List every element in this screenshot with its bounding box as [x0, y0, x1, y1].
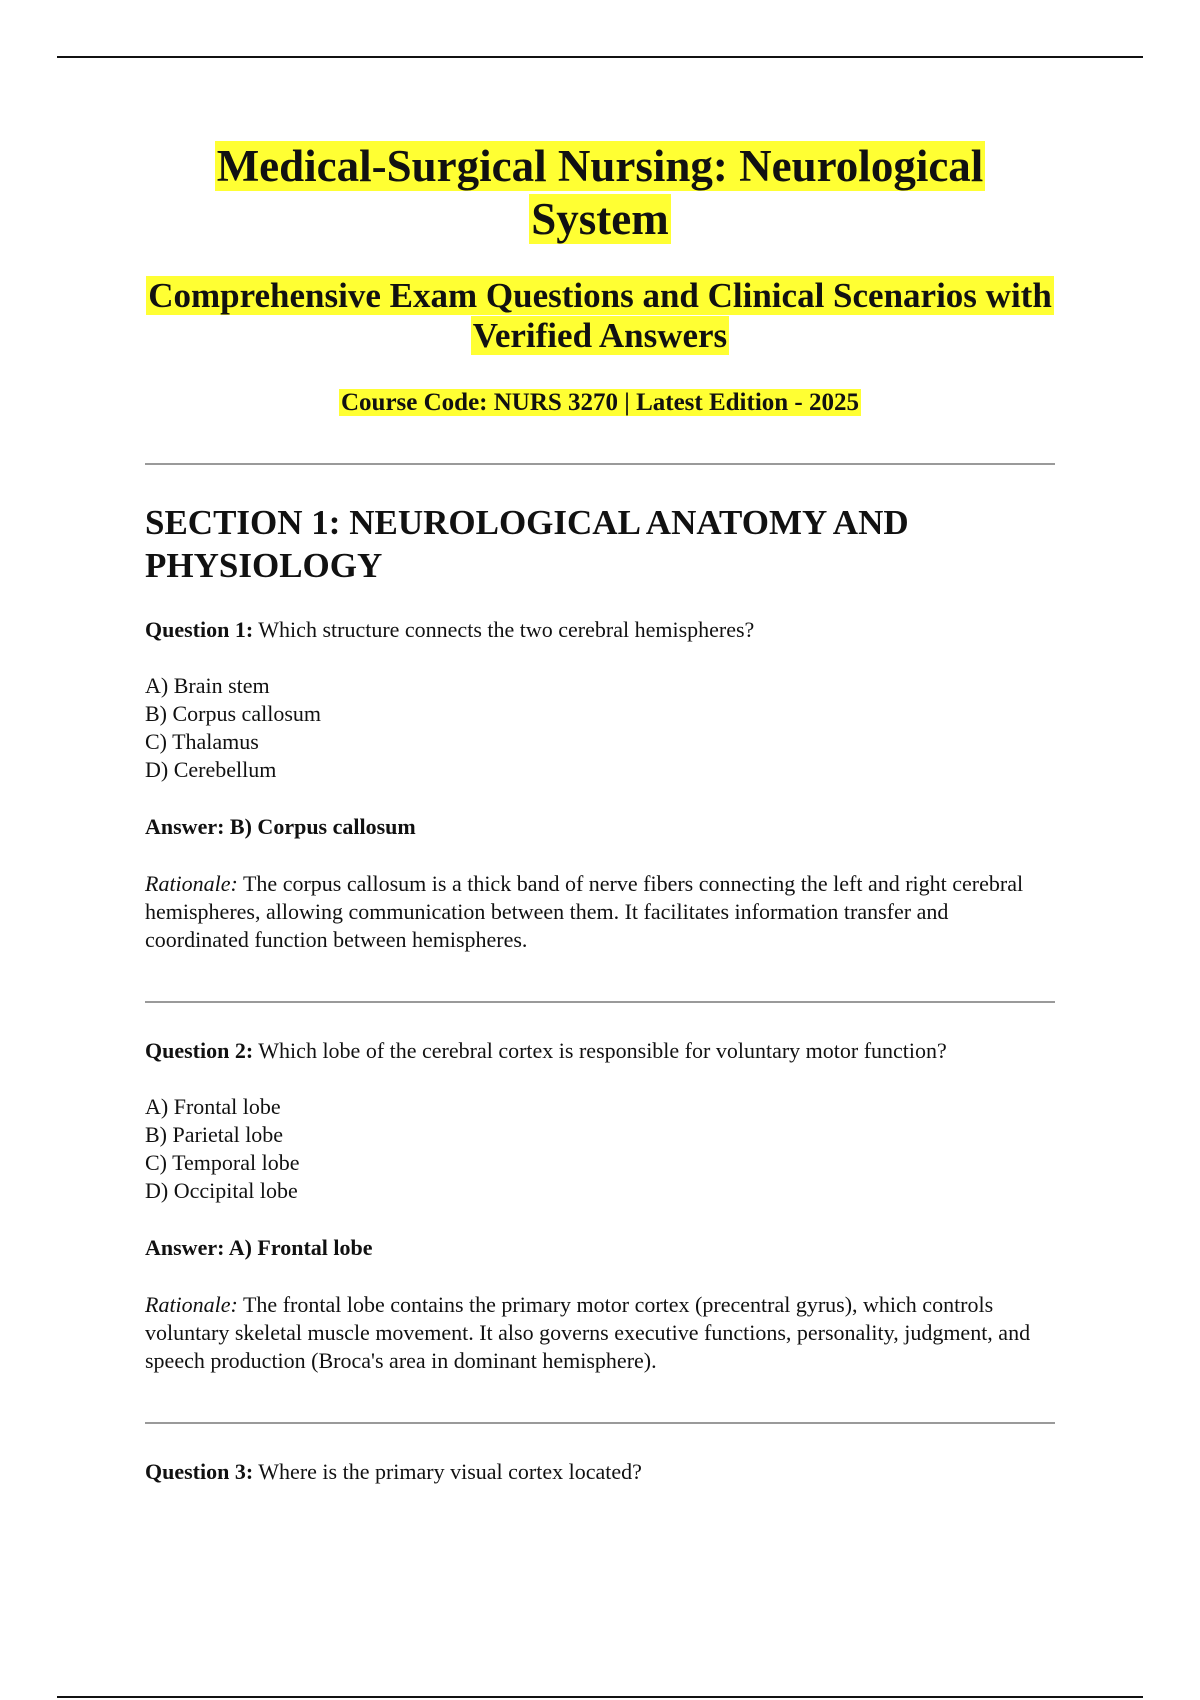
question-2-rationale: [145, 1291, 1055, 1375]
rationale-label: Rationale:: [145, 1292, 238, 1317]
question-block-2: [145, 1037, 1055, 1424]
page-bottom-rule: [57, 1696, 1143, 1698]
document-subtitle-text: Comprehensive Exam Questions and Clinical Scenarios with Verified Answers: [148, 276, 1052, 355]
question-block-1: [145, 616, 1055, 1003]
question-2-answer: Answer: A) Frontal lobe: [145, 1235, 373, 1260]
question-1-options: [145, 672, 1055, 784]
divider: [145, 463, 1055, 465]
course-code-text: Course Code: NURS 3270 | Latest Edition - 2025: [340, 389, 859, 416]
question-2-text: Which lobe of the cerebral cortex is responsible for voluntary motor function?: [258, 1038, 947, 1063]
question-block-3: [145, 1458, 1055, 1486]
document-subtitle: [145, 276, 1055, 356]
divider: [145, 1422, 1055, 1424]
option: D) Cerebellum: [145, 757, 277, 782]
course-code: [145, 388, 1055, 418]
document-title-text: Medical-Surgical Nursing: Neurological System: [216, 141, 984, 244]
option: A) Brain stem: [145, 673, 270, 698]
question-3-label: Question 3:: [145, 1459, 254, 1484]
section-heading: SECTION 1: NEUROLOGICAL ANATOMY AND PHYSIOLOGY: [145, 503, 909, 585]
question-2: [145, 1037, 1055, 1065]
option: B) Corpus callosum: [145, 701, 321, 726]
rationale-label: Rationale:: [145, 871, 238, 896]
question-1-answer: Answer: B) Corpus callosum: [145, 814, 416, 839]
question-1-text: Which structure connects the two cerebral hemispheres?: [258, 617, 755, 642]
question-1-rationale: [145, 870, 1055, 954]
document-title: [145, 140, 1055, 246]
option: C) Thalamus: [145, 729, 259, 754]
question-3-text: Where is the primary visual cortex located?: [258, 1459, 642, 1484]
question-3: [145, 1458, 1055, 1486]
rationale-text: The corpus callosum is a thick band of nerve fibers connecting the left and right cerebral hemispheres, allowing communication between them. It facilitates information transfer and coordinated function between hemispheres.: [145, 871, 1024, 952]
option: C) Temporal lobe: [145, 1150, 300, 1175]
rationale-text: The frontal lobe contains the primary motor cortex (precentral gyrus), which controls voluntary skeletal muscle movement. It also governs executive functions, personality, judgment, and speech production (Broca's area in dominant hemisphere).: [145, 1292, 1031, 1373]
question-2-options: [145, 1093, 1055, 1205]
question-1: [145, 616, 1055, 644]
option: D) Occipital lobe: [145, 1178, 298, 1203]
divider: [145, 1001, 1055, 1003]
page-top-rule: [57, 56, 1143, 58]
document-body: [145, 140, 1055, 1486]
option: B) Parietal lobe: [145, 1122, 284, 1147]
question-2-label: Question 2:: [145, 1038, 254, 1063]
question-1-label: Question 1:: [145, 617, 254, 642]
option: A) Frontal lobe: [145, 1094, 281, 1119]
